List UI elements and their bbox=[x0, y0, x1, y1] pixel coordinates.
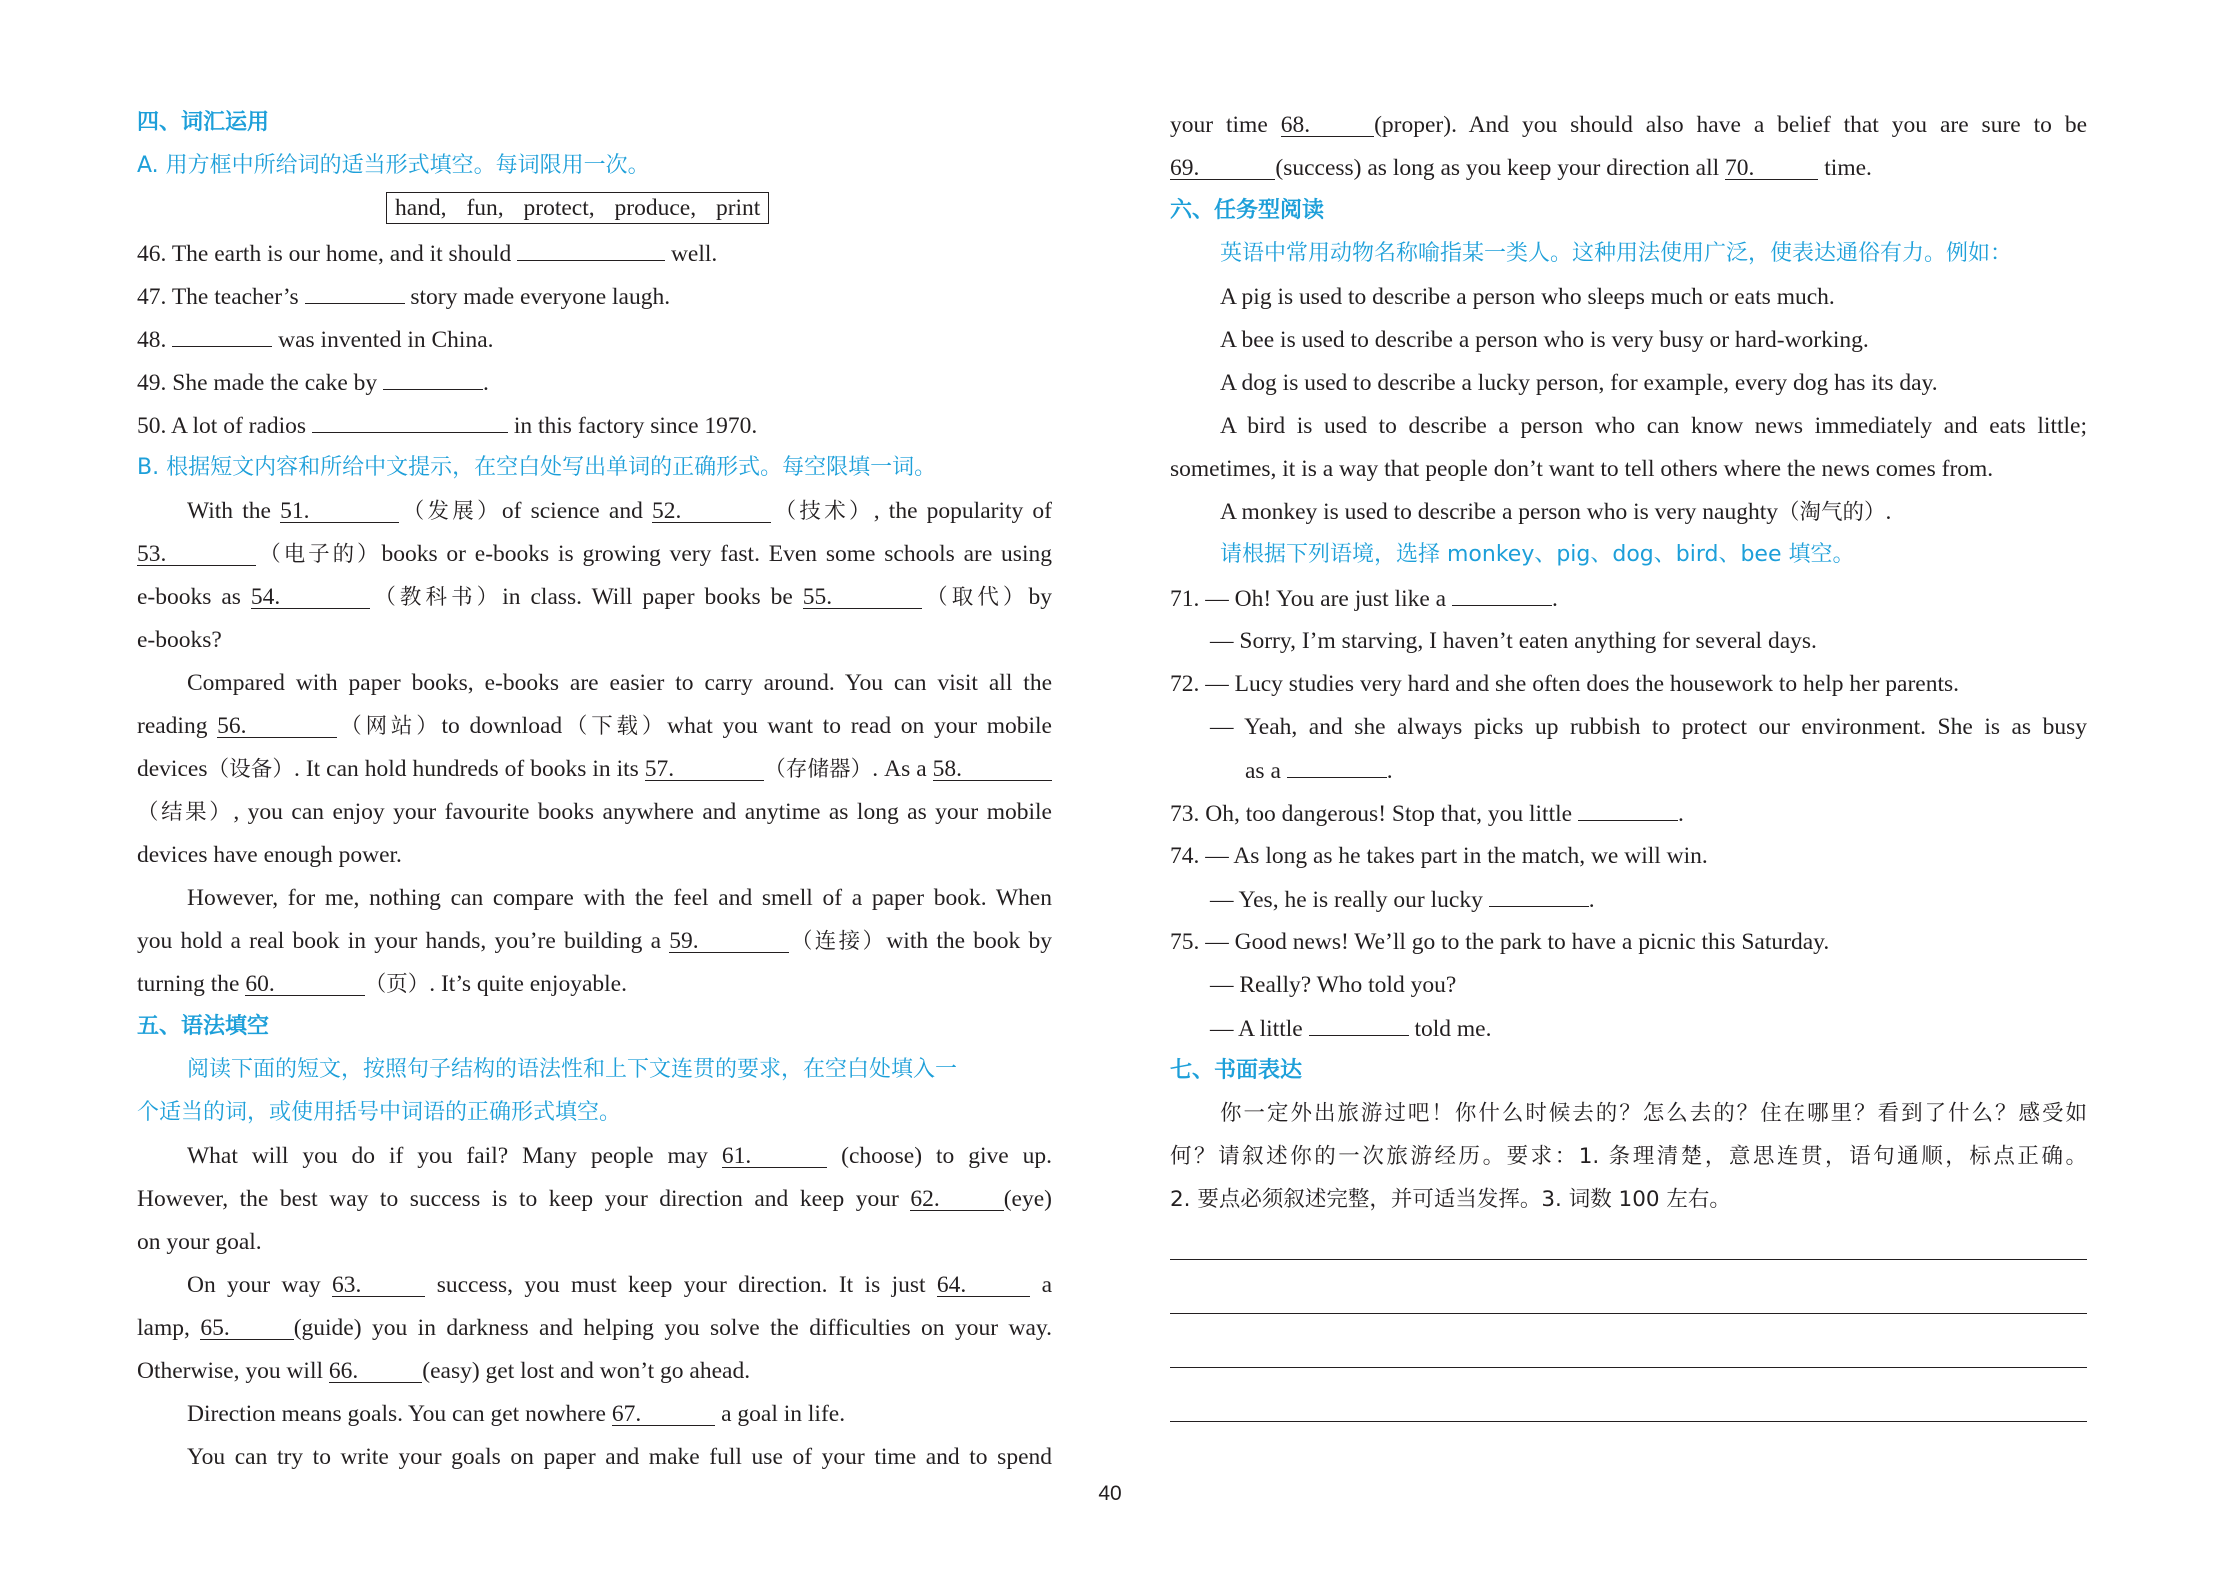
answer-blank-67[interactable]: 67. bbox=[612, 1403, 715, 1426]
question-number: 73. bbox=[1170, 801, 1200, 827]
chinese-hint: （页） bbox=[364, 972, 430, 997]
section-5-instructions: 个适当的词，或使用括号中词语的正确形式填空。 bbox=[137, 1100, 622, 1125]
writing-prompt-line: 你一定外出旅游过吧！你什么时候去的？怎么去的？住在哪里？看到了什么？感受如 bbox=[1220, 1101, 2087, 1126]
question-number: 74. bbox=[1170, 843, 1200, 869]
question-number: 47. bbox=[137, 284, 167, 310]
writing-line[interactable] bbox=[1170, 1367, 2087, 1368]
answer-blank-69[interactable]: 69. bbox=[1170, 157, 1275, 180]
chinese-hint: （发展） bbox=[399, 499, 502, 524]
question-number: 75. bbox=[1170, 929, 1200, 955]
passage-line: Otherwise, you will 66. (easy) get lost and won’t go ahead. bbox=[137, 1358, 751, 1384]
answer-blank-65[interactable]: 65. bbox=[200, 1317, 293, 1340]
question-49: 49. She made the cake by . bbox=[137, 367, 1052, 397]
question-72-reply-end: as a . bbox=[1245, 755, 2087, 785]
passage-line: devices（设备）. It can hold hundreds of books in its 57. （存储器）. As a 58. bbox=[137, 754, 1052, 784]
passage-line: Direction means goals. You can get nowhere 67. a goal in life. bbox=[187, 1401, 846, 1427]
chinese-hint: （下载） bbox=[562, 714, 668, 739]
passage-line: With the 51. （发展）of science and 52. （技术）, the popularity of bbox=[187, 498, 1052, 524]
chinese-hint: （存储器） bbox=[764, 757, 873, 782]
chinese-hint: （结果） bbox=[137, 800, 234, 825]
answer-blank-49[interactable] bbox=[383, 367, 483, 390]
writing-line[interactable] bbox=[1170, 1421, 2087, 1422]
word-box-item: protect, bbox=[523, 195, 595, 221]
section-7-heading: 七、书面表达 bbox=[1170, 1058, 1303, 1083]
question-number: 71. bbox=[1170, 586, 1200, 612]
answer-blank-54[interactable]: 54. bbox=[251, 586, 370, 609]
section-6-intro: 英语中常用动物名称喻指某一类人。这种用法使用广泛，使表达通俗有力。例如： bbox=[1220, 241, 2013, 266]
chinese-hint: （连接） bbox=[788, 929, 887, 954]
question-46: 46. The earth is our home, and it should well. bbox=[137, 238, 1052, 268]
question-72-reply: — Yeah, and she always picks up rubbish to protect our environment. She is as busy bbox=[1210, 714, 2087, 740]
answer-blank-57[interactable]: 57. bbox=[645, 758, 764, 781]
word-box-item: print bbox=[715, 195, 761, 221]
passage-line: A bee is used to describe a person who is very busy or hard-working. bbox=[1220, 327, 1869, 353]
answer-blank-50[interactable] bbox=[312, 410, 508, 433]
passage-line: （结果）, you can enjoy your favourite books anywhere and anytime as long as your mobile bbox=[137, 799, 1052, 825]
word-box bbox=[386, 192, 1052, 222]
answer-blank-47[interactable] bbox=[305, 281, 405, 304]
passage-line: A bird is used to describe a person who can know news immediately and eats little; bbox=[1220, 413, 2087, 439]
passage-line: your time 68. (proper). And you should also have a belief that you are sure to be bbox=[1170, 112, 2088, 138]
answer-blank-60[interactable]: 60. bbox=[245, 973, 364, 996]
answer-blank-75[interactable] bbox=[1309, 1013, 1409, 1036]
question-number: 50. bbox=[137, 413, 167, 439]
passage-line: turning the 60. （页）. It’s quite enjoyable. bbox=[137, 971, 627, 997]
answer-blank-51[interactable]: 51. bbox=[280, 500, 399, 523]
answer-blank-55[interactable]: 55. bbox=[803, 586, 922, 609]
answer-blank-71[interactable] bbox=[1452, 583, 1552, 606]
answer-blank-70[interactable]: 70. bbox=[1725, 157, 1818, 180]
chinese-hint: （取代） bbox=[922, 585, 1029, 610]
writing-prompt-line: 何？请叙述你的一次旅游经历。要求：1. 条理清楚，意思连贯，语句通顺，标点正确。 bbox=[1170, 1144, 2087, 1169]
answer-blank-64[interactable]: 64. bbox=[937, 1274, 1030, 1297]
question-71-reply: — Sorry, I’m starving, I haven’t eaten anything for several days. bbox=[1210, 628, 1817, 654]
passage-line: 53. （电子的）books or e-books is growing very fast. Even some schools are using bbox=[137, 541, 1052, 567]
passage-line: 69. (success) as long as you keep your direction all 70. time. bbox=[1170, 155, 1872, 181]
question-number: 72. bbox=[1170, 671, 1200, 697]
passage-line: reading 56. （网站）to download（下载）what you want to read on your mobile bbox=[137, 713, 1052, 739]
chinese-hint: （淘气的） bbox=[1778, 500, 1886, 525]
answer-blank-73[interactable] bbox=[1578, 798, 1678, 821]
passage-line: Compared with paper books, e-books are easier to carry around. You can visit all the bbox=[187, 670, 1052, 696]
word-box-item: fun, bbox=[466, 195, 504, 221]
section-4-heading: 四、词汇运用 bbox=[137, 110, 270, 135]
section-5-instructions: 阅读下面的短文，按照句子结构的语法性和上下文连贯的要求，在空白处填入一 bbox=[187, 1057, 958, 1082]
question-72: 72. — Lucy studies very hard and she often does the housework to help her parents. bbox=[1170, 671, 1960, 697]
question-48: 48. was invented in China. bbox=[137, 324, 1052, 354]
word-box-item: hand, bbox=[395, 195, 447, 221]
answer-blank-58[interactable]: 58. bbox=[933, 758, 1052, 781]
passage-line: you hold a real book in your hands, you’re building a 59. （连接）with the book by bbox=[137, 928, 1052, 954]
chinese-hint: （电子的） bbox=[256, 542, 382, 567]
answer-blank-48[interactable] bbox=[172, 324, 272, 347]
chinese-hint: （技术） bbox=[771, 499, 874, 524]
answer-blank-68[interactable]: 68. bbox=[1281, 114, 1374, 137]
passage-line: However, for me, nothing can compare with the feel and smell of a paper book. When bbox=[187, 885, 1052, 911]
answer-blank-62[interactable]: 62. bbox=[910, 1188, 1003, 1211]
passage-line: A pig is used to describe a person who sleeps much or eats much. bbox=[1220, 284, 1835, 310]
answer-blank-46[interactable] bbox=[517, 238, 665, 261]
chinese-hint: （教科书） bbox=[370, 585, 503, 610]
answer-blank-72[interactable] bbox=[1287, 755, 1387, 778]
passage-line: On your way 63. success, you must keep your direction. It is just 64. a bbox=[187, 1272, 1053, 1298]
writing-prompt-line: 2. 要点必须叙述完整，并可适当发挥。3. 词数 100 左右。 bbox=[1170, 1187, 1731, 1212]
chinese-hint: （网站） bbox=[336, 714, 442, 739]
question-74: 74. — As long as he takes part in the match, we will win. bbox=[1170, 843, 1708, 869]
section-6-heading: 六、任务型阅读 bbox=[1170, 198, 1325, 223]
passage-line: You can try to write your goals on paper and make full use of your time and to spend bbox=[187, 1444, 1052, 1470]
section-4a-instructions: A. 用方框中所给词的适当形式填空。每词限用一次。 bbox=[137, 153, 650, 178]
chinese-hint: （设备） bbox=[207, 757, 294, 782]
question-50: 50. A lot of radios in this factory since 1970. bbox=[137, 410, 1052, 440]
question-75: 75. — Good news! We’ll go to the park to have a picnic this Saturday. bbox=[1170, 929, 1830, 955]
passage-line: What will you do if you fail? Many people may 61. (choose) to give up. bbox=[187, 1143, 1052, 1169]
passage-line: lamp, 65. (guide) you in darkness and helping you solve the difficulties on your way. bbox=[137, 1315, 1052, 1341]
word-box-item: produce, bbox=[614, 195, 697, 221]
page-number: 40 bbox=[1098, 1482, 1122, 1505]
question-number: 49. bbox=[137, 370, 167, 396]
section-5-heading: 五、语法填空 bbox=[137, 1014, 270, 1039]
passage-line: However, the best way to success is to keep your direction and keep your 62. (eye) bbox=[137, 1186, 1052, 1212]
passage-line: A dog is used to describe a lucky person, for example, every dog has its day. bbox=[1220, 370, 1938, 396]
question-74-reply: — Yes, he is really our lucky . bbox=[1210, 884, 2087, 914]
question-75-reply: — Really? Who told you? bbox=[1210, 972, 1457, 998]
answer-blank-56[interactable]: 56. bbox=[217, 715, 336, 738]
answer-blank-53[interactable]: 53. bbox=[137, 543, 256, 566]
section-4b-instructions: B. 根据短文内容和所给中文提示，在空白处写出单词的正确形式。每空限填一词。 bbox=[137, 455, 937, 480]
answer-blank-61[interactable]: 61. bbox=[722, 1145, 827, 1168]
passage-line: on your goal. bbox=[137, 1229, 262, 1255]
writing-line[interactable] bbox=[1170, 1313, 2087, 1314]
passage-line: sometimes, it is a way that people don’t want to tell others where the news comes from. bbox=[1170, 456, 1994, 482]
question-71: 71. — Oh! You are just like a . bbox=[1170, 583, 2087, 613]
question-number: 48. bbox=[137, 327, 167, 353]
question-73: 73. Oh, too dangerous! Stop that, you little . bbox=[1170, 798, 2087, 828]
passage-line: A monkey is used to describe a person who is very naughty（淘气的）. bbox=[1220, 499, 1892, 525]
section-6-instructions: 请根据下列语境，选择 monkey、pig、dog、bird、bee 填空。 bbox=[1220, 542, 1855, 567]
answer-blank-63[interactable]: 63. bbox=[332, 1274, 425, 1297]
passage-line: devices have enough power. bbox=[137, 842, 402, 868]
answer-blank-74[interactable] bbox=[1489, 884, 1589, 907]
answer-blank-59[interactable]: 59. bbox=[669, 930, 788, 953]
question-number: 46. bbox=[137, 241, 167, 267]
answer-blank-66[interactable]: 66. bbox=[329, 1360, 422, 1383]
passage-line: e-books as 54. （教科书）in class. Will paper books be 55. （取代）by bbox=[137, 584, 1052, 610]
question-75-reply: — A little told me. bbox=[1210, 1013, 2087, 1043]
answer-blank-52[interactable]: 52. bbox=[652, 500, 771, 523]
question-47: 47. The teacher’s story made everyone laugh. bbox=[137, 281, 1052, 311]
passage-line: e-books? bbox=[137, 627, 222, 653]
writing-line[interactable] bbox=[1170, 1259, 2087, 1260]
